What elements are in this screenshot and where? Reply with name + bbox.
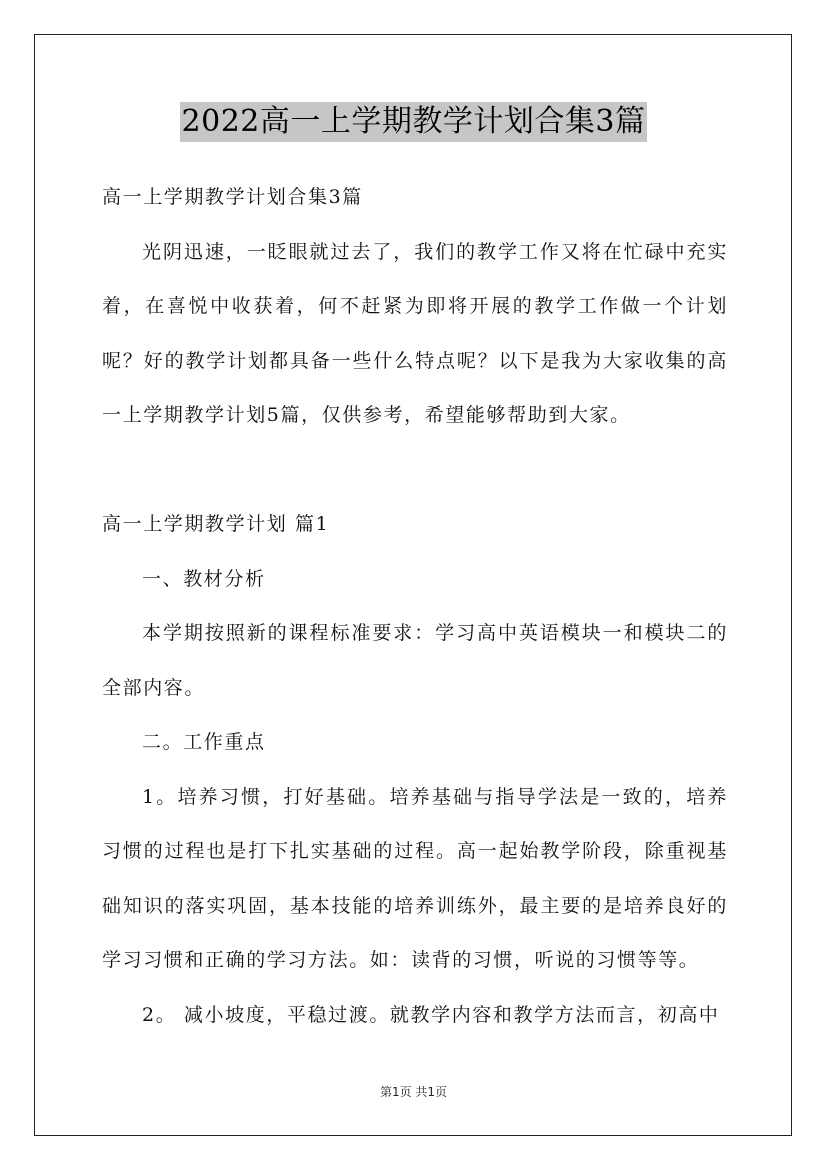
document-title: 2022高一上学期教学计划合集3篇 [180, 102, 648, 142]
document-body [102, 170, 728, 1042]
point1-paragraph: 1。培养习惯，打好基础。培养基础与指导学法是一致的，培养习惯的过程也是打下扎实基础的过程。高一起始教学阶段，除重视基础知识的落实巩固，基本技能的培养训练外，最主要的是培养良好的学习习惯和正确的学习方法。如：读背的习惯，听说的习惯等等。 [102, 785, 728, 971]
section-heading: 高一上学期教学计划 篇1 [102, 513, 330, 535]
blank-line [102, 443, 728, 498]
item2-heading: 二。工作重点 [142, 731, 266, 753]
item1-paragraph: 本学期按照新的课程标准要求：学习高中英语模块一和模块二的全部内容。 [102, 622, 728, 699]
page-footer: 第1页 共1页 [379, 1085, 448, 1099]
title-wrap [0, 102, 827, 142]
intro-paragraph: 光阴迅速，一眨眼就过去了，我们的教学工作又将在忙碌中充实着，在喜悦中收获着，何不赶紧为即将开展的教学工作做一个计划呢？好的教学计划都具备一些什么特点呢？以下是我为大家收集的高一上学期教学计划5篇，仅供参考，希望能够帮助到大家。 [102, 240, 728, 426]
point2-paragraph: 2。 减小坡度，平稳过渡。就教学内容和教学方法而言，初高中 [142, 1003, 720, 1026]
subtitle: 高一上学期教学计划合集3篇 [102, 186, 363, 208]
item1-heading: 一、教材分析 [142, 567, 266, 590]
